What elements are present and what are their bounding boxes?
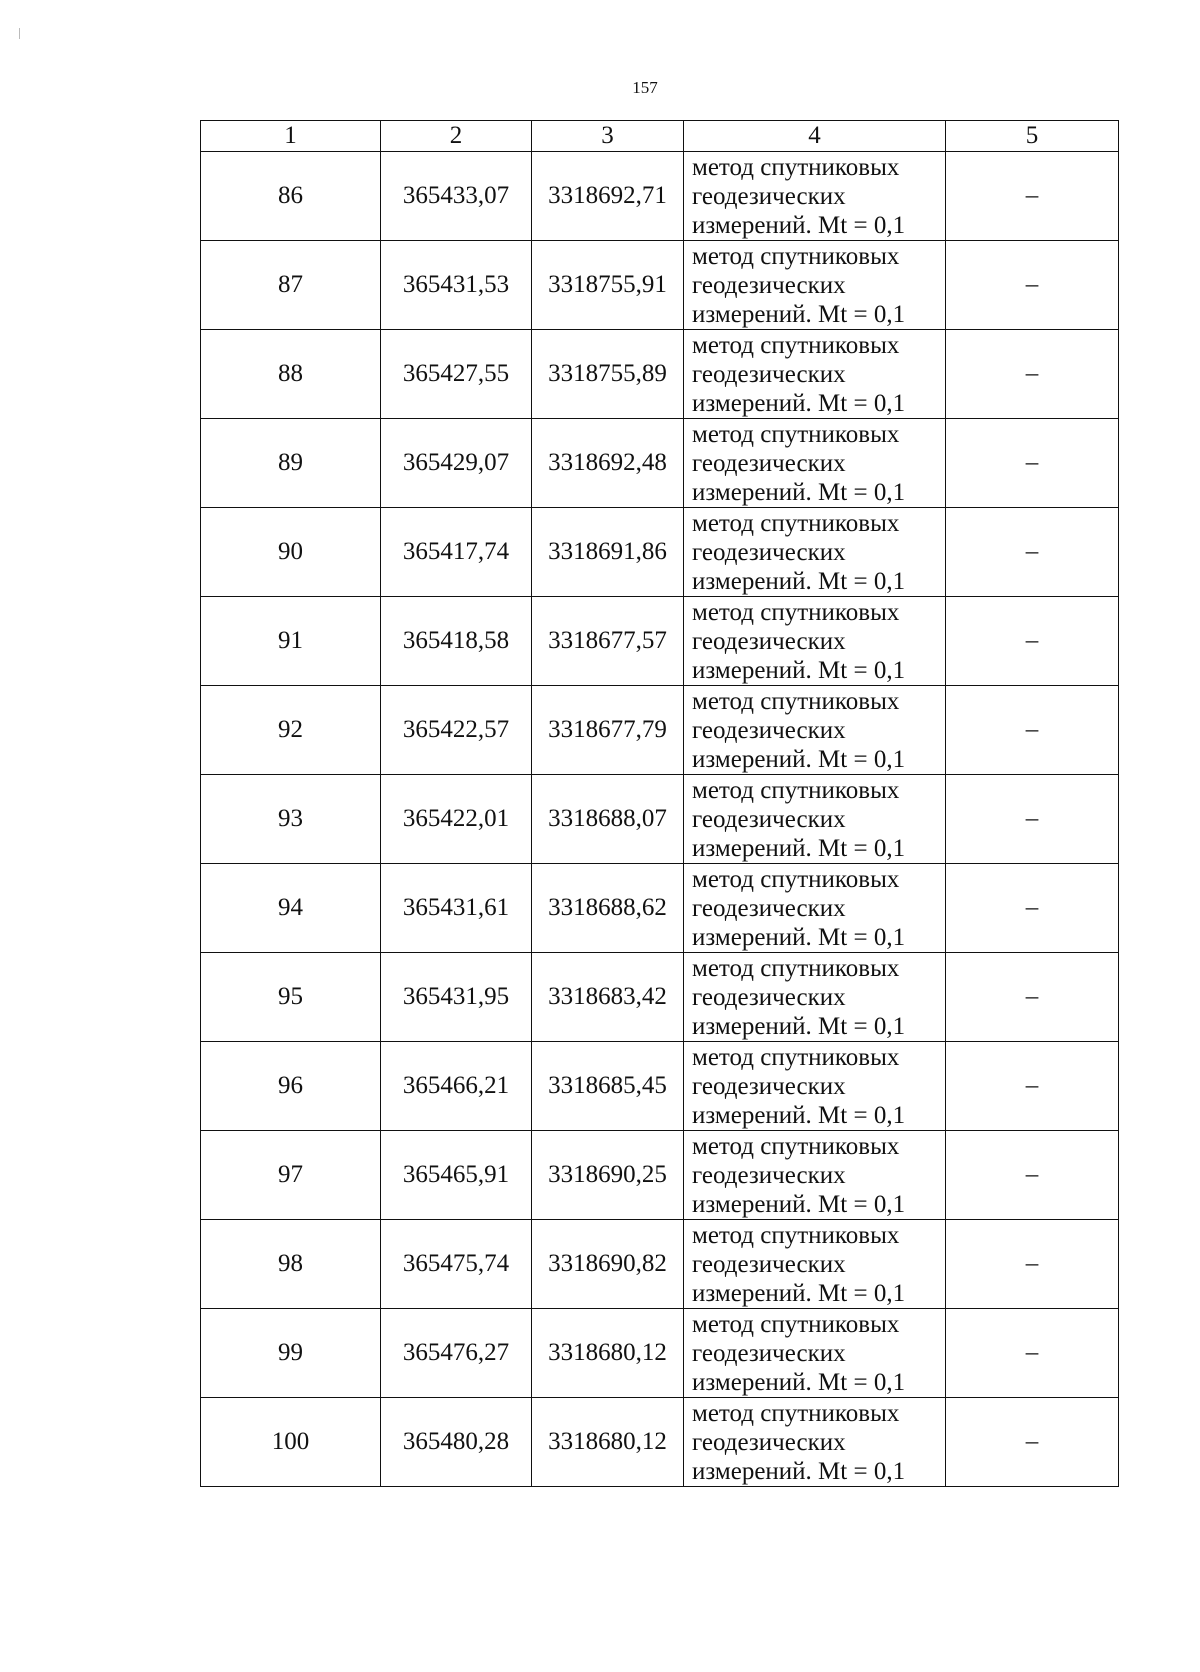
method-line: геодезических xyxy=(692,1072,846,1100)
x-coordinate-cell: 365475,74 xyxy=(381,1220,532,1309)
note-cell: – xyxy=(946,419,1119,508)
method-cell xyxy=(684,953,946,1042)
table-row xyxy=(201,241,1119,330)
point-number-cell: 94 xyxy=(201,864,381,953)
point-number-cell: 86 xyxy=(201,152,381,241)
method-line: метод спутниковых xyxy=(692,1043,900,1071)
method-line: измерений. Mt = 0,1 xyxy=(692,1279,906,1307)
method-line: геодезических xyxy=(692,360,846,388)
table-row xyxy=(201,1131,1119,1220)
method-line: измерений. Mt = 0,1 xyxy=(692,923,906,951)
note-cell: – xyxy=(946,597,1119,686)
x-coordinate-cell: 365480,28 xyxy=(381,1398,532,1487)
header-col-2: 2 xyxy=(381,121,532,152)
method-line: метод спутниковых xyxy=(692,153,900,181)
coordinates-table xyxy=(200,120,1119,1487)
table-row xyxy=(201,953,1119,1042)
method-line: геодезических xyxy=(692,716,846,744)
note-cell: – xyxy=(946,152,1119,241)
table-row xyxy=(201,1220,1119,1309)
note-cell: – xyxy=(946,1309,1119,1398)
method-line: метод спутниковых xyxy=(692,242,900,270)
point-number-cell: 98 xyxy=(201,1220,381,1309)
method-cell xyxy=(684,241,946,330)
method-line: измерений. Mt = 0,1 xyxy=(692,567,906,595)
y-coordinate-cell: 3318690,82 xyxy=(532,1220,684,1309)
y-coordinate-cell: 3318691,86 xyxy=(532,508,684,597)
method-line: геодезических xyxy=(692,271,846,299)
method-line: измерений. Mt = 0,1 xyxy=(692,656,906,684)
point-number-cell: 93 xyxy=(201,775,381,864)
page-number: 157 xyxy=(632,78,658,97)
x-coordinate-cell: 365431,95 xyxy=(381,953,532,1042)
y-coordinate-cell: 3318692,71 xyxy=(532,152,684,241)
point-number-cell: 97 xyxy=(201,1131,381,1220)
method-line: геодезических xyxy=(692,1250,846,1278)
method-line: метод спутниковых xyxy=(692,1132,900,1160)
note-cell: – xyxy=(946,1131,1119,1220)
point-number-cell: 88 xyxy=(201,330,381,419)
method-line: измерений. Mt = 0,1 xyxy=(692,1457,906,1485)
method-line: геодезических xyxy=(692,1428,846,1456)
header-col-4: 4 xyxy=(684,121,946,152)
note-cell: – xyxy=(946,1042,1119,1131)
method-line: геодезических xyxy=(692,538,846,566)
x-coordinate-cell: 365429,07 xyxy=(381,419,532,508)
y-coordinate-cell: 3318677,57 xyxy=(532,597,684,686)
point-number-cell: 99 xyxy=(201,1309,381,1398)
method-line: геодезических xyxy=(692,1339,846,1367)
point-number-cell: 91 xyxy=(201,597,381,686)
note-cell: – xyxy=(946,508,1119,597)
table-row xyxy=(201,686,1119,775)
note-cell: – xyxy=(946,1220,1119,1309)
point-number-cell: 87 xyxy=(201,241,381,330)
table-row xyxy=(201,152,1119,241)
y-coordinate-cell: 3318690,25 xyxy=(532,1131,684,1220)
method-line: измерений. Mt = 0,1 xyxy=(692,211,906,239)
x-coordinate-cell: 365476,27 xyxy=(381,1309,532,1398)
point-number-cell: 100 xyxy=(201,1398,381,1487)
x-coordinate-cell: 365427,55 xyxy=(381,330,532,419)
x-coordinate-cell: 365465,91 xyxy=(381,1131,532,1220)
method-cell xyxy=(684,1309,946,1398)
y-coordinate-cell: 3318685,45 xyxy=(532,1042,684,1131)
method-line: измерений. Mt = 0,1 xyxy=(692,300,906,328)
y-coordinate-cell: 3318692,48 xyxy=(532,419,684,508)
method-cell xyxy=(684,864,946,953)
method-line: измерений. Mt = 0,1 xyxy=(692,478,906,506)
method-cell xyxy=(684,1398,946,1487)
method-line: метод спутниковых xyxy=(692,687,900,715)
table-body xyxy=(201,152,1119,1487)
method-cell xyxy=(684,419,946,508)
x-coordinate-cell: 365422,01 xyxy=(381,775,532,864)
point-number-cell: 90 xyxy=(201,508,381,597)
table-row xyxy=(201,775,1119,864)
table-row xyxy=(201,419,1119,508)
method-line: геодезических xyxy=(692,894,846,922)
table-row xyxy=(201,508,1119,597)
point-number-cell: 95 xyxy=(201,953,381,1042)
method-line: геодезических xyxy=(692,805,846,833)
method-line: измерений. Mt = 0,1 xyxy=(692,1190,906,1218)
method-line: метод спутниковых xyxy=(692,509,900,537)
method-line: геодезических xyxy=(692,449,846,477)
table-row xyxy=(201,1042,1119,1131)
note-cell: – xyxy=(946,241,1119,330)
method-cell xyxy=(684,330,946,419)
method-line: измерений. Mt = 0,1 xyxy=(692,745,906,773)
point-number-cell: 96 xyxy=(201,1042,381,1131)
y-coordinate-cell: 3318683,42 xyxy=(532,953,684,1042)
method-line: измерений. Mt = 0,1 xyxy=(692,1368,906,1396)
method-line: метод спутниковых xyxy=(692,954,900,982)
note-cell: – xyxy=(946,1398,1119,1487)
note-cell: – xyxy=(946,686,1119,775)
header-row xyxy=(201,121,1119,152)
table-row xyxy=(201,597,1119,686)
y-coordinate-cell: 3318755,91 xyxy=(532,241,684,330)
note-cell: – xyxy=(946,775,1119,864)
header-col-5: 5 xyxy=(946,121,1119,152)
table-row xyxy=(201,330,1119,419)
table-header xyxy=(201,121,1119,152)
method-line: измерений. Mt = 0,1 xyxy=(692,389,906,417)
x-coordinate-cell: 365422,57 xyxy=(381,686,532,775)
x-coordinate-cell: 365417,74 xyxy=(381,508,532,597)
x-coordinate-cell: 365431,61 xyxy=(381,864,532,953)
note-cell: – xyxy=(946,953,1119,1042)
header-col-1: 1 xyxy=(201,121,381,152)
method-line: геодезических xyxy=(692,1161,846,1189)
note-cell: – xyxy=(946,330,1119,419)
method-cell xyxy=(684,152,946,241)
method-line: измерений. Mt = 0,1 xyxy=(692,834,906,862)
table-row xyxy=(201,864,1119,953)
table-row xyxy=(201,1398,1119,1487)
method-line: измерений. Mt = 0,1 xyxy=(692,1012,906,1040)
method-line: геодезических xyxy=(692,182,846,210)
method-cell xyxy=(684,1220,946,1309)
method-line: метод спутниковых xyxy=(692,865,900,893)
method-line: метод спутниковых xyxy=(692,1221,900,1249)
y-coordinate-cell: 3318680,12 xyxy=(532,1309,684,1398)
y-coordinate-cell: 3318755,89 xyxy=(532,330,684,419)
x-coordinate-cell: 365433,07 xyxy=(381,152,532,241)
y-coordinate-cell: 3318677,79 xyxy=(532,686,684,775)
y-coordinate-cell: 3318680,12 xyxy=(532,1398,684,1487)
method-line: метод спутниковых xyxy=(692,1399,900,1427)
x-coordinate-cell: 365431,53 xyxy=(381,241,532,330)
method-line: измерений. Mt = 0,1 xyxy=(692,1101,906,1129)
method-line: метод спутниковых xyxy=(692,598,900,626)
point-number-cell: 89 xyxy=(201,419,381,508)
method-cell xyxy=(684,597,946,686)
method-line: метод спутниковых xyxy=(692,331,900,359)
point-number-cell: 92 xyxy=(201,686,381,775)
x-coordinate-cell: 365418,58 xyxy=(381,597,532,686)
method-cell xyxy=(684,775,946,864)
note-cell: – xyxy=(946,864,1119,953)
method-cell xyxy=(684,1131,946,1220)
header-col-3: 3 xyxy=(532,121,684,152)
y-coordinate-cell: 3318688,07 xyxy=(532,775,684,864)
method-cell xyxy=(684,508,946,597)
table-row xyxy=(201,1309,1119,1398)
x-coordinate-cell: 365466,21 xyxy=(381,1042,532,1131)
y-coordinate-cell: 3318688,62 xyxy=(532,864,684,953)
method-line: метод спутниковых xyxy=(692,1310,900,1338)
method-cell xyxy=(684,1042,946,1131)
method-line: геодезических xyxy=(692,983,846,1011)
method-cell xyxy=(684,686,946,775)
method-line: метод спутниковых xyxy=(692,420,900,448)
method-line: геодезических xyxy=(692,627,846,655)
scan-artifact-mark xyxy=(19,28,20,39)
method-line: метод спутниковых xyxy=(692,776,900,804)
